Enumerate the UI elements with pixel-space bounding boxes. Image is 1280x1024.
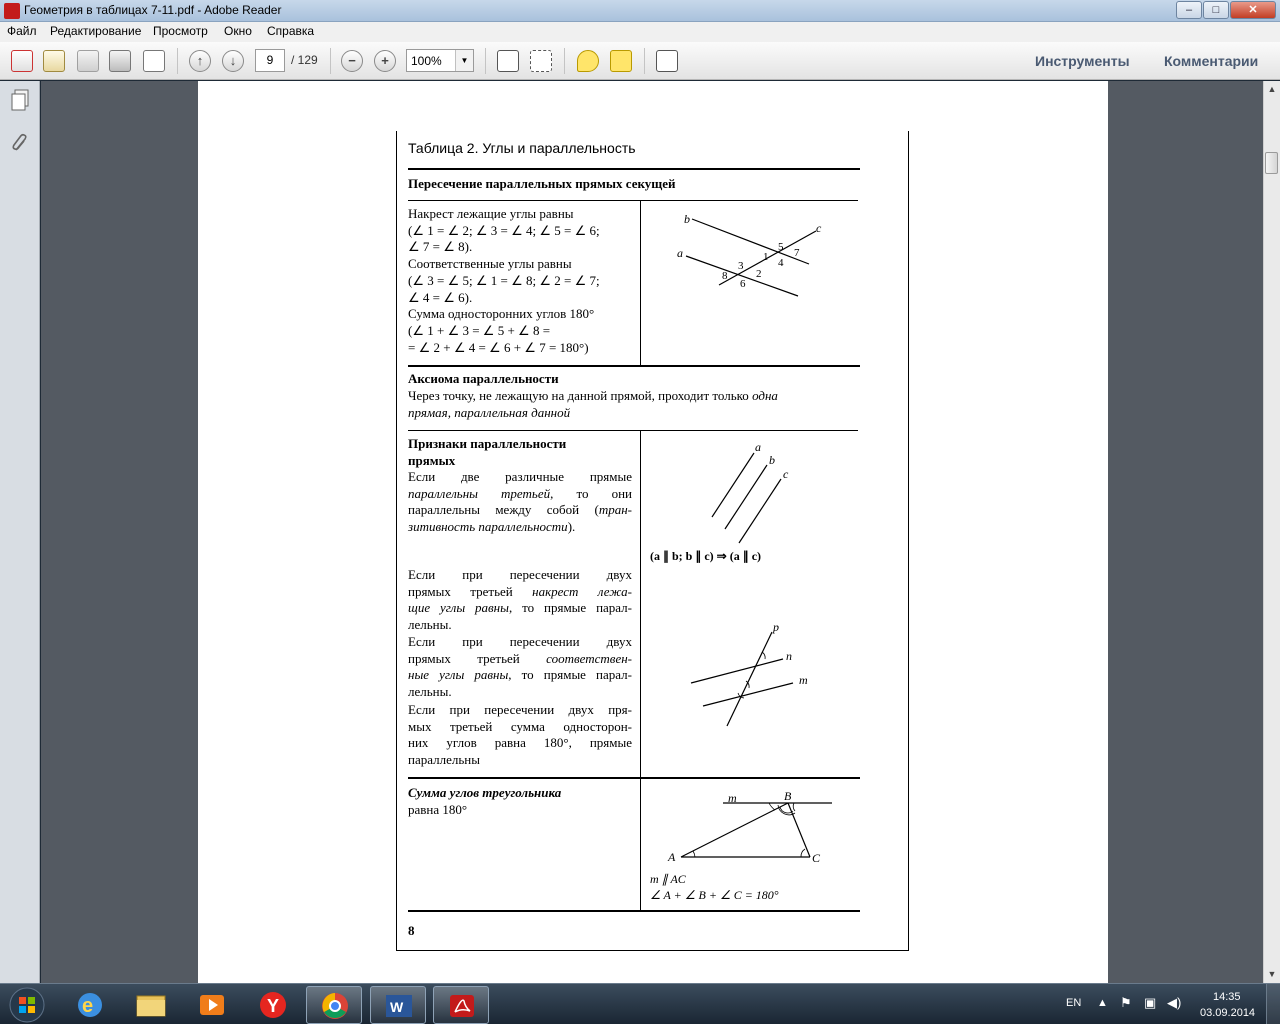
zoom-in-button[interactable]: + (374, 50, 396, 72)
print-icon[interactable] (109, 50, 131, 72)
menu-file[interactable]: Файл (7, 24, 37, 38)
label-c: c (783, 467, 789, 481)
internet-explorer-icon (62, 986, 118, 1024)
taskbar-word-button[interactable] (370, 986, 426, 1024)
angle-5-label: 5 (778, 241, 784, 253)
text-line: ∠ 4 = ∠ 6). (408, 289, 473, 305)
section-heading-intersection: Пересечение параллельных прямых секущей (408, 176, 676, 191)
text-line: Через точку, не лежащую на данной прямой, проходит только одна (408, 388, 778, 403)
axiom-text (408, 388, 860, 421)
text-line: лельны. (408, 617, 452, 633)
text-line: Сумма углов треугольника (408, 785, 562, 800)
taskbar-yandex-button[interactable] (245, 986, 301, 1024)
criteria-paragraph-2 (408, 567, 632, 634)
text-line: Признаки параллельности (408, 436, 567, 451)
text-line: равна 180° (408, 801, 468, 817)
create-pdf-icon[interactable] (11, 50, 33, 72)
text-line: прямая, параллельная данной (408, 404, 571, 420)
divider (408, 365, 860, 367)
toolbar-separator (177, 48, 178, 74)
close-button[interactable]: ✕ (1230, 1, 1276, 19)
maximize-button[interactable]: □ (1203, 1, 1229, 19)
adobe-reader-icon (434, 987, 490, 1024)
figure-criteria (641, 616, 859, 736)
page-thumbnails-icon[interactable] (10, 89, 30, 111)
text-line: Если при пересечении двух (408, 634, 632, 649)
media-player-icon (184, 986, 240, 1024)
text-line: Если две различные прямые (408, 469, 632, 484)
highlight-icon[interactable] (610, 50, 632, 72)
text-line: = ∠ 2 + ∠ 4 = ∠ 6 + ∠ 7 = 180°) (408, 339, 589, 355)
taskbar-ie-button[interactable] (62, 986, 118, 1024)
chevron-down-icon[interactable]: ▼ (455, 50, 473, 71)
zoom-out-button[interactable]: − (341, 50, 363, 72)
section-heading-axiom: Аксиома параллельности (408, 371, 559, 386)
angle-sum-formula: ∠ A + ∠ B + ∠ C = 180° (650, 888, 779, 902)
divider (408, 910, 860, 912)
text-line: зитивность параллельности). (408, 519, 576, 535)
label-n: n (786, 649, 792, 663)
page-total-label: / 129 (291, 53, 318, 67)
table-title: Таблица 2. Углы и параллельность (408, 140, 636, 156)
adobe-reader-icon (4, 3, 20, 19)
scroll-down-icon[interactable]: ▼ (1267, 969, 1277, 979)
text-line: Если при пересечении двух пря- (408, 702, 632, 717)
label-a: A (668, 850, 676, 864)
save-icon[interactable] (77, 50, 99, 72)
section-heading-criteria (408, 436, 566, 469)
network-icon[interactable]: ▣ (1144, 995, 1157, 1010)
scrollbar-thumb[interactable] (1265, 152, 1278, 174)
section-text-intersection (408, 206, 632, 356)
word-icon (371, 987, 427, 1024)
vertical-scrollbar[interactable] (1263, 81, 1280, 983)
menu-bar (0, 22, 1280, 42)
toolbar-separator (644, 48, 645, 74)
volume-icon[interactable]: ◀) (1167, 995, 1182, 1010)
page-number: 8 (408, 923, 415, 938)
show-hidden-icons-icon[interactable]: ▲ (1097, 997, 1108, 1009)
fit-width-icon[interactable] (497, 50, 519, 72)
toolbar-separator (330, 48, 331, 74)
taskbar (0, 983, 1280, 1024)
fit-page-icon[interactable] (530, 50, 552, 72)
action-center-icon[interactable]: ⚑ (1120, 995, 1132, 1010)
text-line: прямых (408, 452, 456, 468)
figure-transversal (641, 201, 859, 365)
label-a: a (677, 246, 683, 260)
parallel-formula: m ∥ AC (650, 872, 686, 886)
open-file-icon[interactable] (43, 50, 65, 72)
comments-pane-button[interactable]: Комментарии (1164, 53, 1259, 69)
figure-transitivity (641, 431, 859, 551)
text-line: (∠ 1 + ∠ 3 = ∠ 5 + ∠ 8 = (408, 322, 551, 338)
taskbar-chrome-button[interactable] (306, 986, 362, 1024)
criteria-paragraph-3 (408, 634, 632, 701)
angle-8-label: 8 (722, 270, 728, 282)
scroll-up-icon[interactable]: ▲ (1267, 84, 1277, 94)
zoom-value: 100% (411, 54, 442, 68)
text-line: щие углы равны, то прямые парал- (408, 600, 633, 616)
toolbar-separator (485, 48, 486, 74)
criteria-paragraph-1 (408, 469, 632, 536)
window-title: Геометрия в таблицах 7-11.pdf - Adobe Reader (24, 3, 282, 17)
angle-2-label: 2 (756, 268, 762, 280)
transitivity-formula: (a ∥ b; b ∥ c) ⇒ (a ∥ c) (650, 549, 762, 563)
folder-icon (123, 986, 179, 1024)
page-number-input[interactable]: 9 (255, 49, 285, 72)
menu-edit[interactable]: Редактирование (50, 24, 142, 38)
keyboard-language[interactable]: EN (1066, 997, 1082, 1009)
menu-help[interactable]: Справка (267, 24, 315, 38)
text-line: параллельны (408, 752, 480, 768)
text-line: ные углы равны, то прямые парал- (408, 667, 632, 683)
clock-date[interactable]: 03.09.2014 (1200, 1007, 1256, 1019)
toolbar-separator (564, 48, 565, 74)
navigation-pane (0, 81, 40, 983)
text-line: них углов равна 180°, прямые (408, 735, 632, 751)
taskbar-explorer-button[interactable] (123, 986, 179, 1024)
svg-text:e: e (82, 995, 94, 1017)
yandex-browser-icon (245, 986, 301, 1024)
menu-window[interactable]: Окно (224, 24, 252, 38)
show-desktop-button[interactable] (1266, 984, 1280, 1024)
menu-view[interactable]: Просмотр (153, 24, 208, 38)
taskbar-media-button[interactable] (184, 986, 240, 1024)
text-line: лельны. (408, 684, 452, 700)
comment-icon[interactable] (577, 50, 599, 72)
label-p: p (773, 620, 779, 634)
attachments-icon[interactable] (10, 132, 30, 154)
figure-triangle (641, 779, 859, 869)
label-b: b (769, 453, 775, 467)
angle-3-label: 3 (738, 260, 744, 272)
clock-time[interactable]: 14:35 (1213, 991, 1241, 1003)
tools-pane-button[interactable]: Инструменты (1035, 53, 1130, 69)
label-b: B (784, 789, 792, 803)
text-line: прямых третьей накрест лежа- (408, 583, 632, 599)
next-page-button[interactable]: ↓ (222, 50, 244, 72)
text-line: параллельны между собой (тран- (408, 502, 632, 518)
svg-text:W: W (390, 999, 404, 1015)
svg-text:Y: Y (267, 996, 280, 1016)
text-line: Накрест лежащие углы равны (408, 206, 574, 221)
start-button[interactable] (4, 986, 50, 1024)
divider (408, 168, 860, 170)
text-line: ∠ 7 = ∠ 8). (408, 239, 473, 255)
taskbar-adobe-reader-button[interactable] (433, 986, 489, 1024)
label-m: m (728, 791, 737, 805)
angle-7-label: 7 (794, 247, 800, 259)
text-line: Если при пересечении двух (408, 567, 632, 582)
angle-6-label: 6 (740, 278, 746, 290)
angle-4-label: 4 (778, 257, 784, 269)
text-line: (∠ 1 = ∠ 2; ∠ 3 = ∠ 4; ∠ 5 = ∠ 6; (408, 222, 600, 238)
zoom-select[interactable] (406, 49, 474, 72)
label-m: m (799, 673, 808, 687)
criteria-paragraph-4 (408, 702, 632, 769)
minimize-button[interactable]: – (1176, 1, 1202, 19)
email-icon[interactable] (143, 50, 165, 72)
prev-page-button[interactable]: ↑ (189, 50, 211, 72)
label-c: C (812, 851, 821, 865)
label-b: b (684, 212, 690, 226)
full-screen-icon[interactable] (656, 50, 678, 72)
label-c: c (816, 221, 822, 235)
text-line: (∠ 3 = ∠ 5; ∠ 1 = ∠ 8; ∠ 2 = ∠ 7; (408, 272, 600, 288)
text-line: прямых третьей соответствен- (408, 650, 632, 666)
text-line: параллельны третьей, то они (408, 485, 632, 501)
chrome-icon (307, 987, 363, 1024)
section-heading-triangle (408, 785, 561, 818)
text-line: мых третьей сумма односторон- (408, 718, 632, 734)
text-line: Соответственные углы равны (408, 256, 572, 272)
title-bar (0, 0, 1280, 22)
label-a: a (755, 440, 761, 454)
angle-1-label: 1 (763, 251, 769, 263)
text-line: Сумма односторонних углов 180° (408, 306, 595, 322)
